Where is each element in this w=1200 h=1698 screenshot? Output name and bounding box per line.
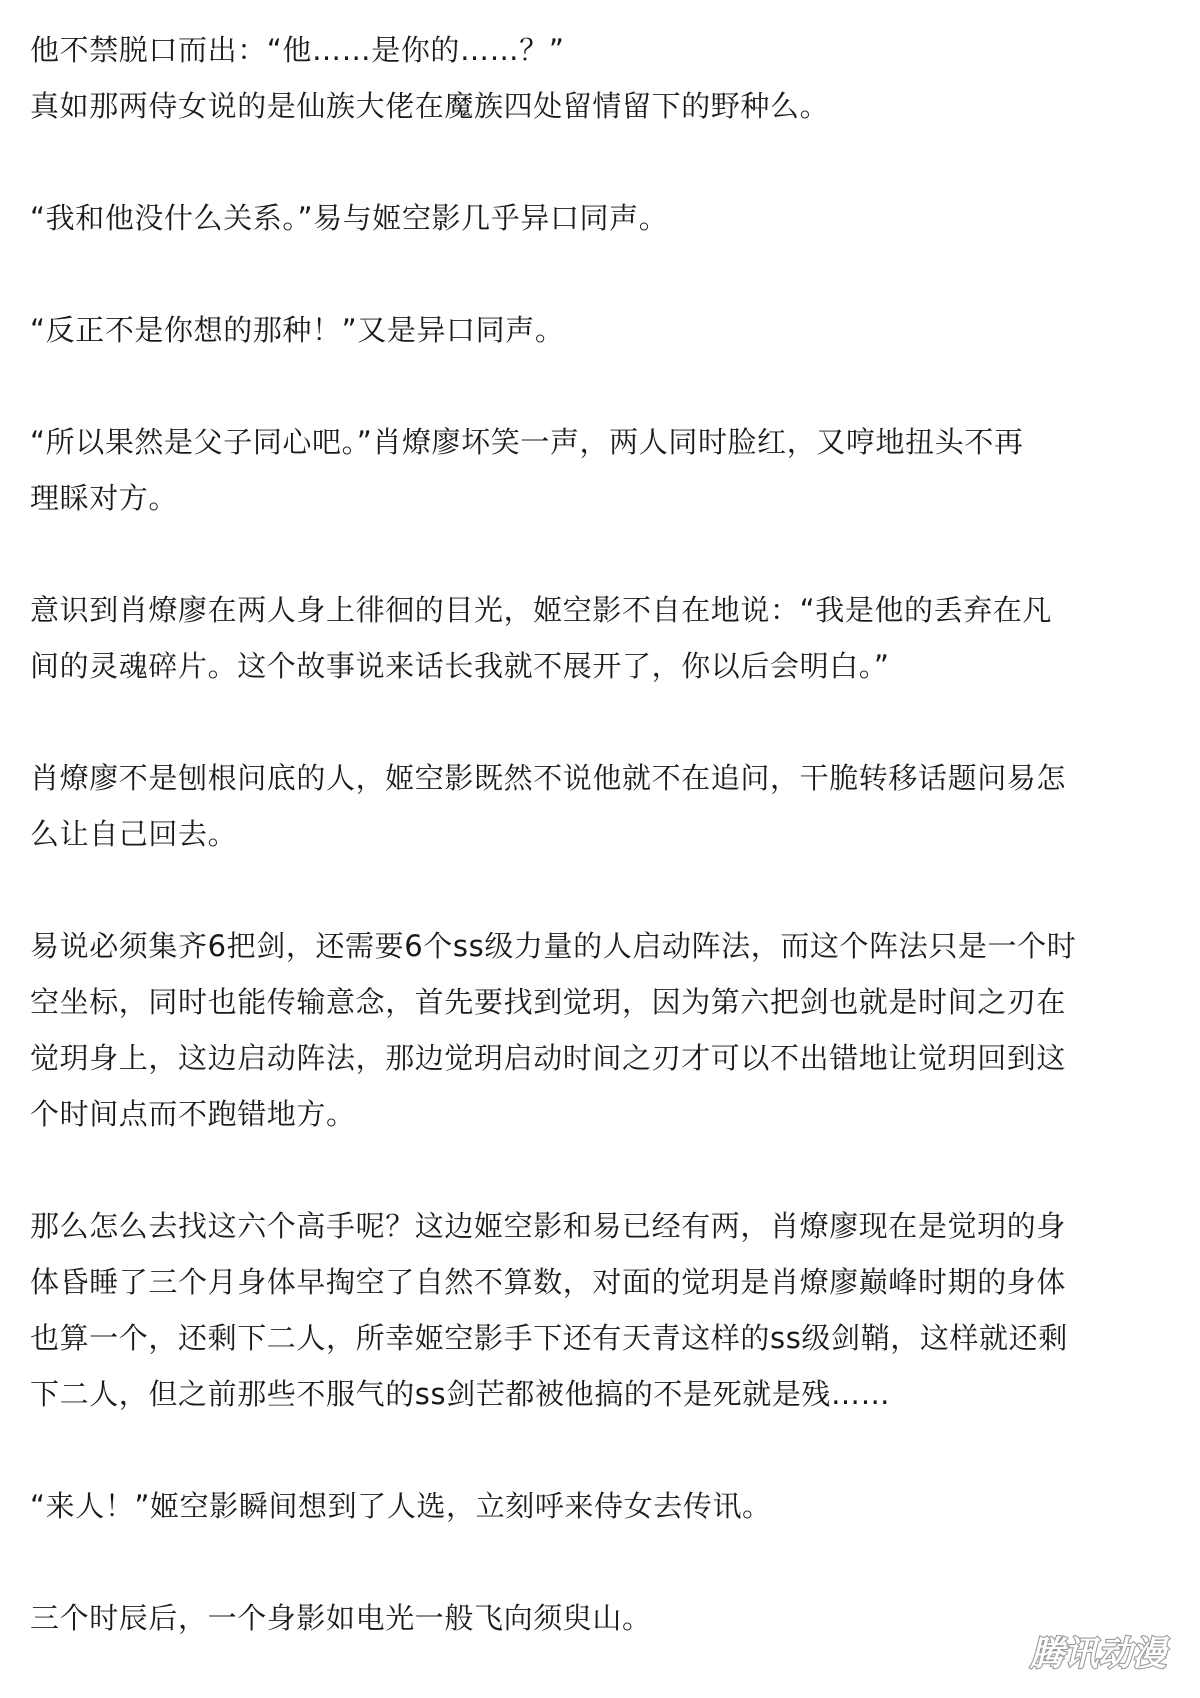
article-body bbox=[30, 22, 1180, 1646]
text-line: 也算一个，还剩下二人，所幸姬空影手下还有天青这样的ss级剑鞘，这样就还剩 bbox=[30, 1321, 1068, 1355]
paragraph bbox=[30, 22, 1180, 134]
watermark-logo-svg bbox=[1014, 1628, 1182, 1678]
paragraph bbox=[30, 1478, 1180, 1534]
paragraph bbox=[30, 190, 1180, 246]
paragraph bbox=[30, 302, 1180, 358]
text-line: 理睬对方。 bbox=[30, 481, 179, 515]
text-line: 意识到肖燎廖在两人身上徘徊的目光，姬空影不自在地说：“我是他的丢弃在凡 bbox=[30, 593, 1053, 627]
text-line: 体昏睡了三个月身体早掏空了自然不算数，对面的觉玥是肖燎廖巅峰时期的身体 bbox=[30, 1265, 1067, 1299]
text-line: 觉玥身上，这边启动阵法，那边觉玥启动时间之刃才可以不出错地让觉玥回到这 bbox=[30, 1041, 1067, 1075]
paragraph bbox=[30, 1198, 1180, 1422]
tencent-comics-watermark-logo bbox=[1014, 1628, 1182, 1678]
text-line: 下二人，但之前那些不服气的ss剑芒都被他搞的不是死就是残…… bbox=[30, 1377, 891, 1411]
text-line: 肖燎廖不是刨根问底的人，姬空影既然不说他就不在追问，干脆转移话题问易怎 bbox=[30, 761, 1067, 795]
text-line: 真如那两侍女说的是仙族大佬在魔族四处留情留下的野种么。 bbox=[30, 89, 830, 123]
text-line: “反正不是你想的那种！”又是异口同声。 bbox=[30, 313, 565, 347]
text-line: “所以果然是父子同心吧。”肖燎廖坏笑一声，两人同时脸红，又哼地扭头不再 bbox=[30, 425, 1024, 459]
watermark-text: 腾讯动漫 bbox=[1030, 1634, 1166, 1674]
text-line: 易说必须集齐6把剑，还需要6个ss级力量的人启动阵法，而这个阵法只是一个时 bbox=[30, 929, 1077, 963]
text-line: 间的灵魂碎片。这个故事说来话长我就不展开了，你以后会明白。” bbox=[30, 649, 890, 683]
paragraph bbox=[30, 750, 1180, 862]
paragraph bbox=[30, 918, 1180, 1142]
text-line: 那么怎么去找这六个高手呢？这边姬空影和易已经有两，肖燎廖现在是觉玥的身 bbox=[30, 1209, 1067, 1243]
text-line: “我和他没什么关系。”易与姬空影几乎异口同声。 bbox=[30, 201, 669, 235]
text-line: “来人！”姬空影瞬间想到了人选，立刻呼来侍女去传讯。 bbox=[30, 1489, 772, 1523]
paragraph bbox=[30, 414, 1180, 526]
text-line: 么让自己回去。 bbox=[30, 817, 238, 851]
text-line: 三个时辰后，一个身影如电光一般飞向须臾山。 bbox=[30, 1601, 652, 1635]
paragraph bbox=[30, 582, 1180, 694]
text-line: 个时间点而不跑错地方。 bbox=[30, 1097, 356, 1131]
paragraph bbox=[30, 1590, 1180, 1646]
text-line: 空坐标，同时也能传输意念，首先要找到觉玥，因为第六把剑也就是时间之刃在 bbox=[30, 985, 1067, 1019]
text-line: 他不禁脱口而出：“他……是你的……？” bbox=[30, 33, 565, 67]
